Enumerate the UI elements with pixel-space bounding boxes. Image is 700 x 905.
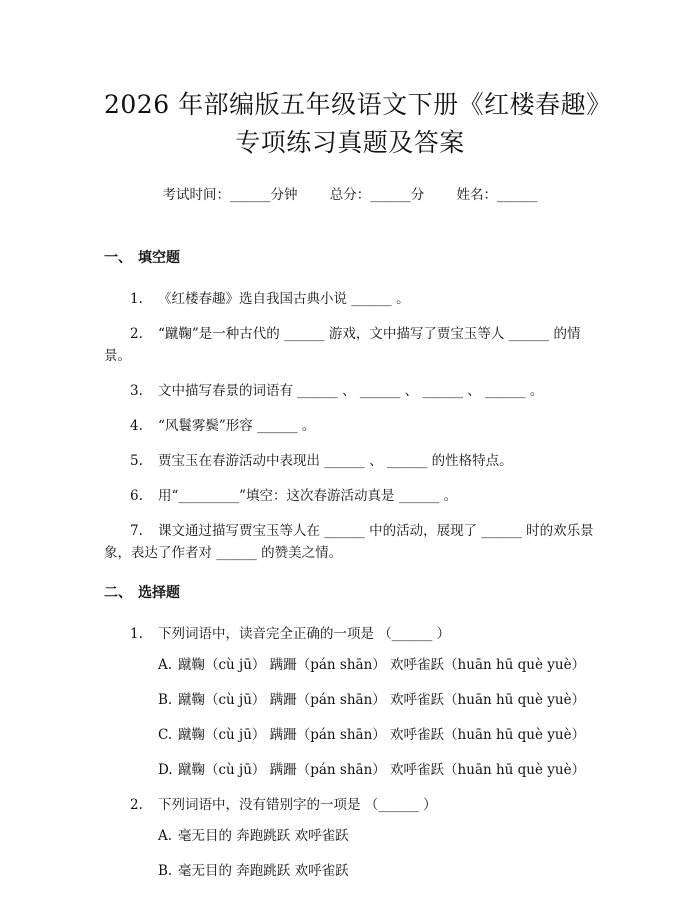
fill-question — [104, 288, 596, 310]
option-letter: B. — [158, 692, 173, 708]
option-text: 蹴鞠（cù jū） 蹒跚（pán shān） 欢呼雀跃（huān hū què yuè） — [178, 657, 586, 673]
option-letter: B. — [158, 863, 173, 879]
question-number: 2. — [130, 326, 143, 342]
question-number: 3. — [130, 383, 143, 399]
section-number: 一、 — [104, 250, 132, 266]
choice-option — [104, 724, 596, 746]
question-text: 用“_________”填空：这次春游活动真是 ______ 。 — [158, 488, 458, 504]
option-text: 蹴鞠（cù jū） 蹒跚（pán shān） 欢呼雀跃（huān hū què yuè） — [178, 762, 586, 778]
fill-question — [104, 485, 596, 507]
question-text: 贾宝玉在春游活动中表现出 ______ 、 ______ 的性格特点。 — [158, 453, 513, 469]
question-text: “风鬟雾鬓”形容 ______ 。 — [158, 418, 316, 434]
choice-option — [104, 759, 596, 781]
question-text: 文中描写春景的词语有 ______ 、 ______ 、 ______ 、 ______ 。 — [158, 383, 544, 399]
option-text: 蹴鞠（cù jū） 蹒跚（pán shān） 欢呼雀跃（huān hū què yuè） — [178, 692, 586, 708]
option-text: 蹴鞠（cù jū） 蹒跚（pán shān） 欢呼雀跃（huān hū què yuè） — [178, 727, 586, 743]
question-number: 2. — [130, 797, 143, 813]
question-number: 6. — [130, 488, 143, 504]
student-name: 姓名：______ — [456, 187, 538, 203]
fill-question — [104, 323, 596, 367]
section-number: 二、 — [104, 585, 132, 601]
choice-option — [104, 689, 596, 711]
question-text: 下列词语中，没有错别字的一项是 （______ ） — [158, 797, 437, 813]
title-line-1: 2026 年部编版五年级语文下册《红楼春趣》 — [104, 90, 612, 119]
section-heading-fill — [104, 247, 596, 267]
question-text: “蹴鞠”是一种古代的 ______ 游戏，文中描写了贾宝玉等人 ______ 的情景。 — [104, 326, 581, 364]
option-text: 毫无目的 奔跑跳跃 欢呼雀跃 — [178, 863, 349, 879]
total-score: 总分：______分 — [329, 187, 425, 203]
title-line-2: 专项练习真题及答案 — [235, 128, 465, 157]
section-heading-choice — [104, 582, 596, 602]
option-letter: D. — [158, 762, 173, 778]
choice-option — [104, 860, 596, 882]
choice-option — [104, 825, 596, 847]
option-letter: C. — [158, 727, 173, 743]
question-number: 1. — [130, 626, 143, 642]
fill-question — [104, 415, 596, 437]
question-text: 课文通过描写贾宝玉等人在 ______ 中的活动，展现了 ______ 时的欢乐景象，表达了作者对 ______ 的赞美之情。 — [104, 523, 594, 561]
fill-question — [104, 380, 596, 402]
exam-time: 考试时间：______分钟 — [162, 187, 298, 203]
choice-question — [104, 794, 596, 816]
question-text: 下列词语中，读音完全正确的一项是 （______ ） — [158, 626, 451, 642]
document-title — [104, 0, 612, 162]
choice-question — [104, 623, 596, 645]
question-number: 1. — [130, 291, 143, 307]
question-text: 《红楼春趣》选自我国古典小说 ______ 。 — [158, 291, 410, 307]
question-number: 5. — [130, 453, 143, 469]
question-number: 4. — [130, 418, 143, 434]
section-label: 填空题 — [138, 250, 180, 266]
fill-question — [104, 450, 596, 472]
exam-meta — [104, 183, 596, 203]
question-number: 7. — [130, 523, 143, 539]
option-letter: A. — [158, 828, 173, 844]
fill-question — [104, 520, 596, 564]
option-letter: A. — [158, 657, 173, 673]
option-text: 毫无目的 奔跑跳跃 欢呼雀跃 — [178, 828, 349, 844]
section-label: 选择题 — [138, 585, 180, 601]
choice-option — [104, 654, 596, 676]
